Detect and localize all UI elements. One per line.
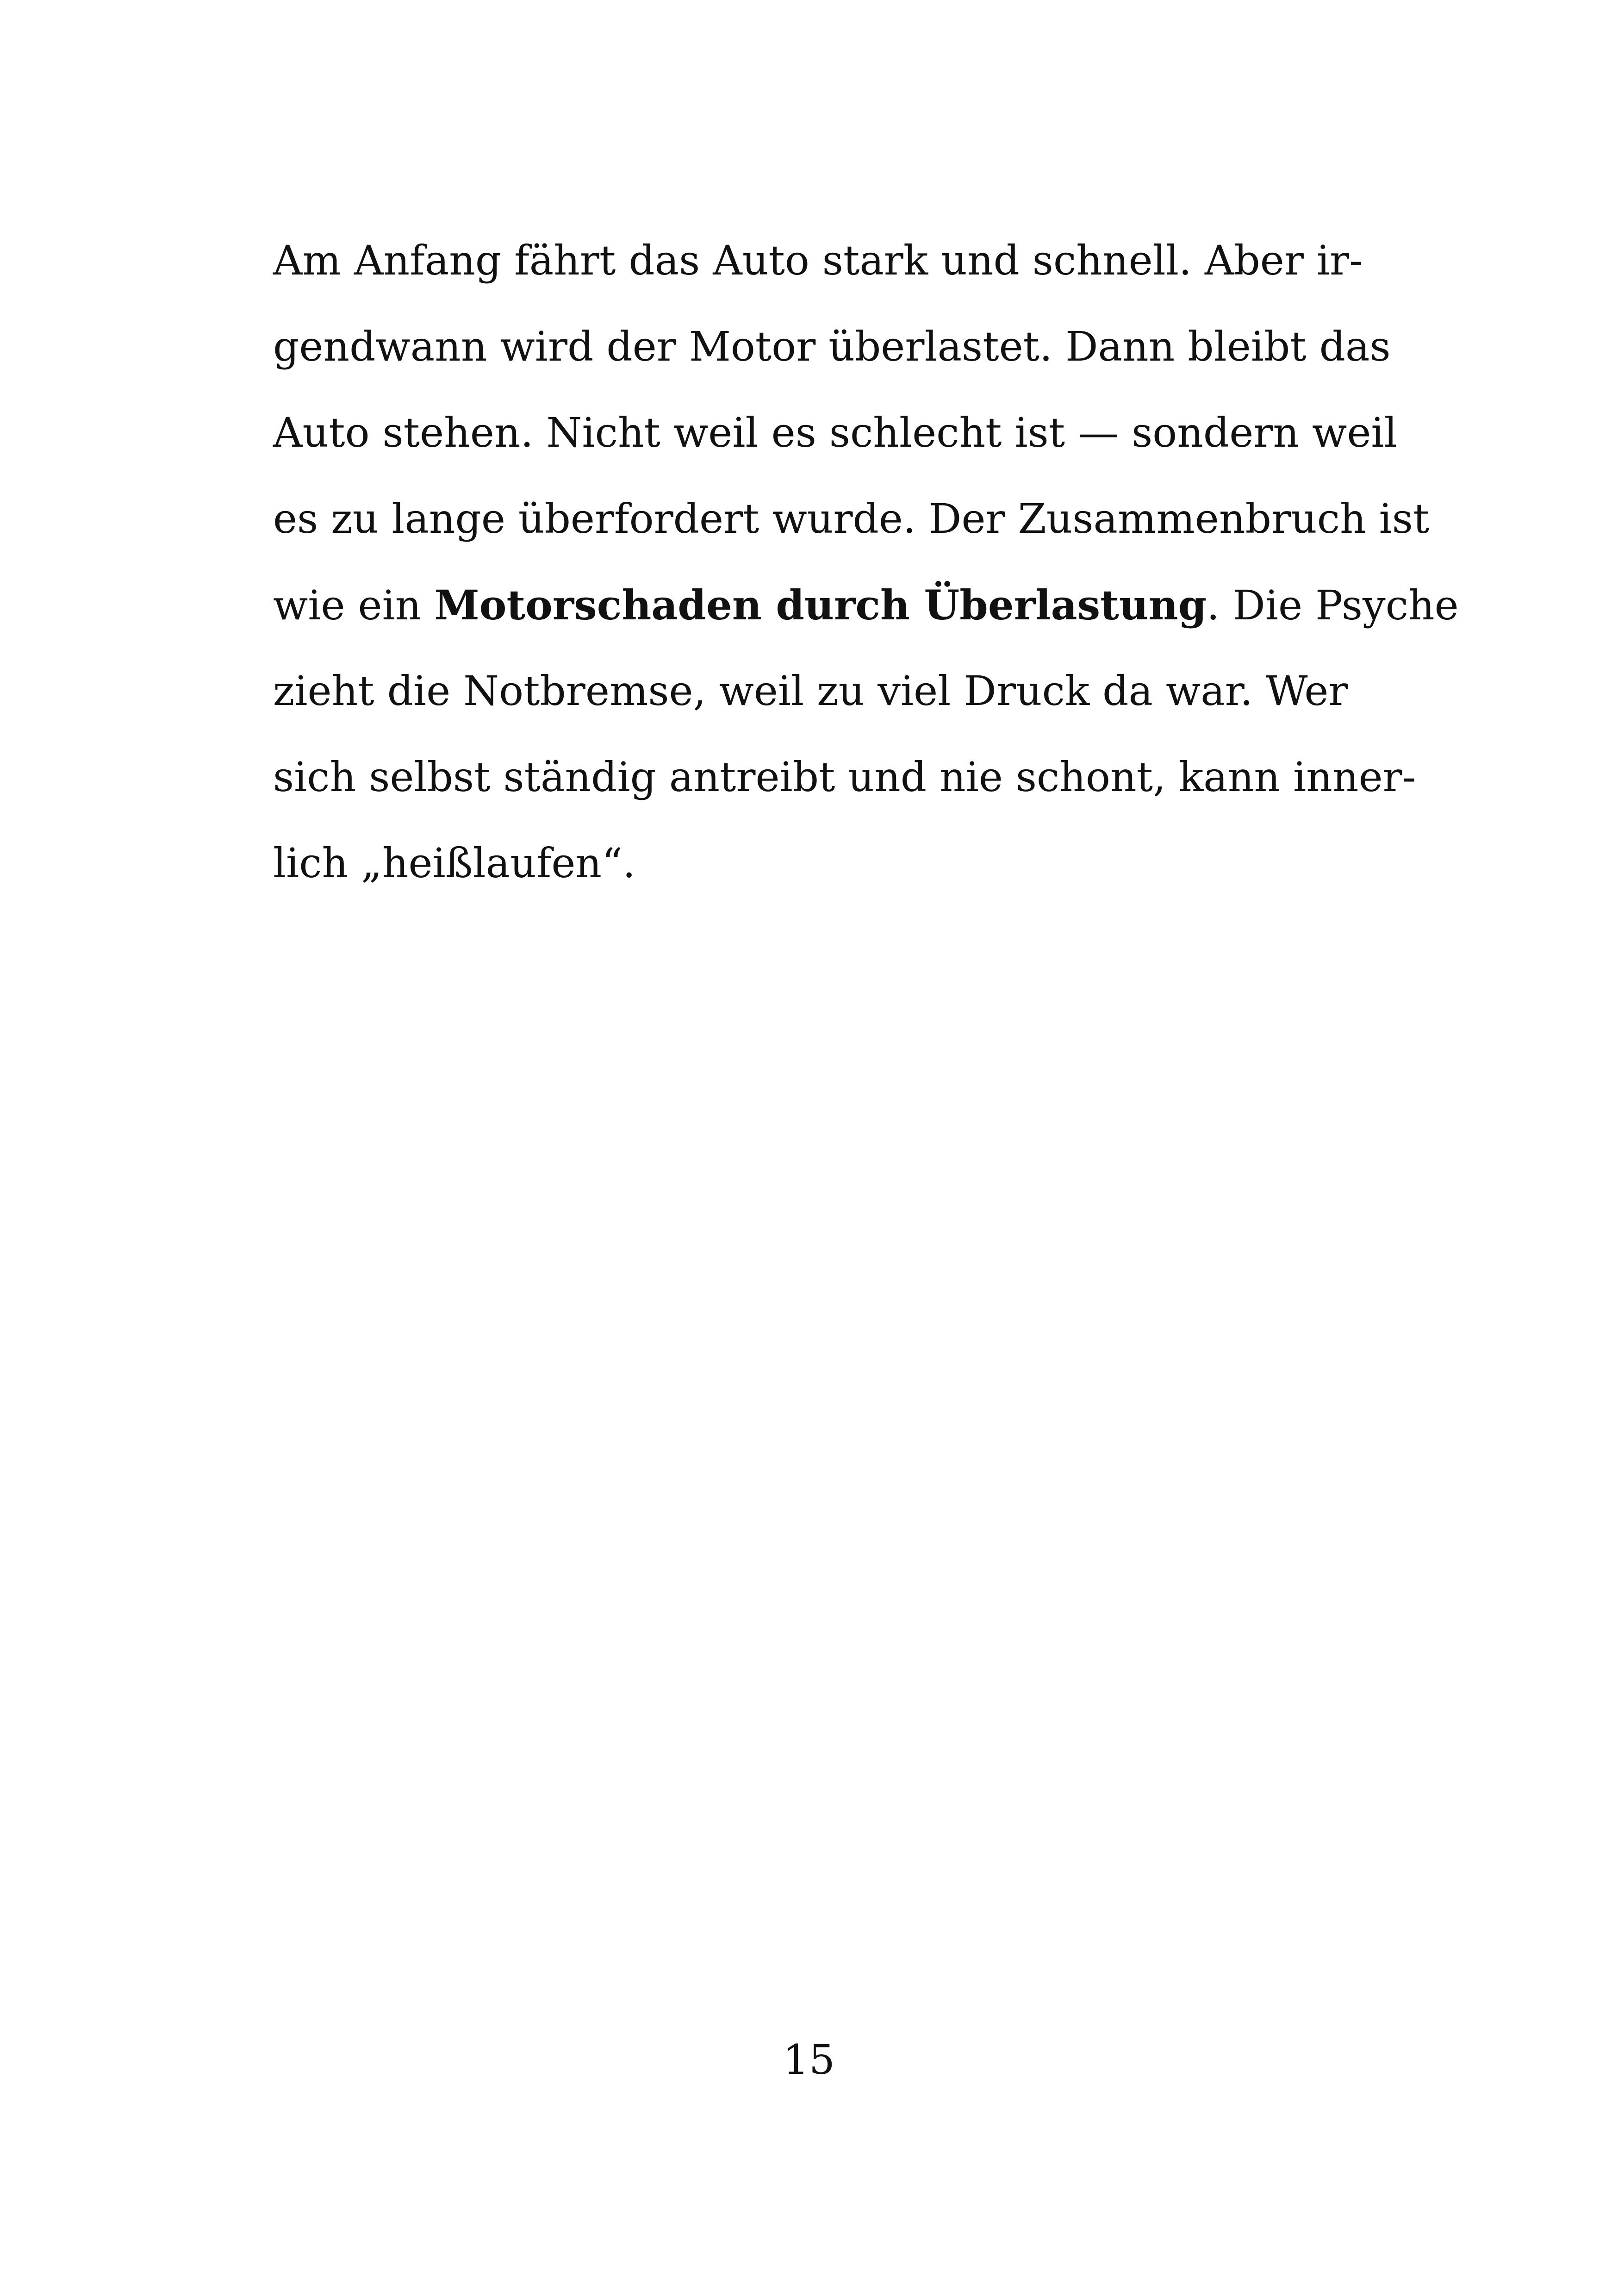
text-line: Auto stehen. Nicht weil es schlecht ist — sondern weil <box>273 409 1397 456</box>
text-segment: . Die Psyche <box>1207 581 1459 629</box>
bold-phrase: Motorschaden durch Überlastung <box>434 581 1207 629</box>
text-line: zieht die Notbremse, weil zu viel Druck da war. Wer <box>273 667 1348 715</box>
text-line: lich „heißlaufen“. <box>273 839 636 887</box>
page-number: 15 <box>783 2036 835 2084</box>
text-line: sich selbst ständig antreibt und nie schont, kann inner- <box>273 753 1416 801</box>
text-line: es zu lange überfordert wurde. Der Zusammenbruch ist <box>273 495 1430 543</box>
text-segment: wie ein <box>273 581 435 629</box>
text-line: Am Anfang fährt das Auto stark und schnell. Aber ir- <box>273 237 1363 284</box>
text-line <box>273 562 1459 648</box>
body-paragraph <box>273 218 1459 906</box>
text-line: gendwann wird der Motor überlastet. Dann bleibt das <box>273 323 1391 370</box>
